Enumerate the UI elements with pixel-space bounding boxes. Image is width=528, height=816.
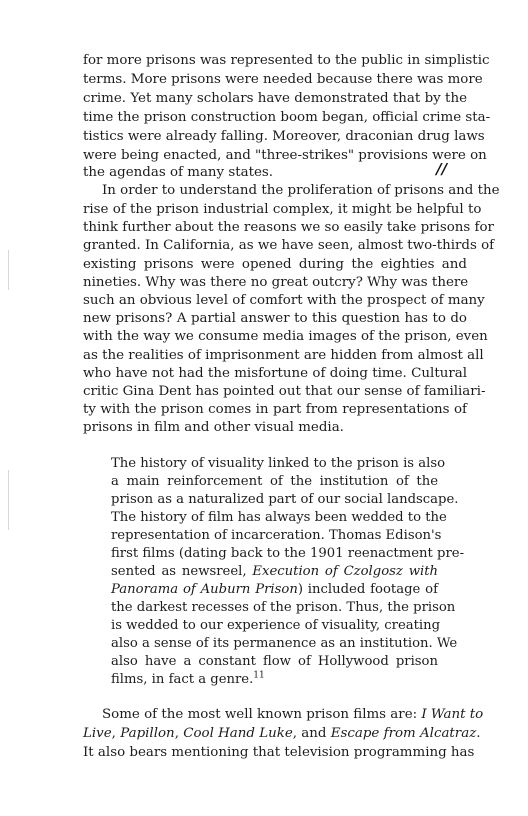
handwritten-margin-mark: // — [436, 160, 447, 178]
block-quote-line: also have a constant flow of Hollywood prison — [111, 654, 438, 669]
page-edge-shadow — [8, 470, 9, 530]
film-title: Panorama of Auburn Prison — [111, 582, 298, 597]
block-quote-line: The history of visuality linked to the prison is also — [111, 456, 446, 471]
paragraph-1-line: for more prisons was represented to the public in simplistic — [83, 53, 490, 68]
block-quote-line: a main reinforcement of the institution of the — [111, 474, 438, 489]
block-quote-line: representation of incarceration. Thomas Edison's — [111, 528, 442, 543]
paragraph-2-line: existing prisons were opened during the eighties and — [83, 257, 467, 272]
paragraph-3-line: Some of the most well known prison films are: I Want to — [102, 707, 484, 722]
film-title: Execution of Czolgosz with — [252, 564, 438, 579]
paragraph-2-line: nineties. Why was there no great outcry? Why was there — [83, 275, 469, 290]
block-quote-line: also a sense of its permanence as an institution. We — [111, 636, 458, 651]
paragraph-2-line: rise of the prison industrial complex, it might be helpful to — [83, 202, 482, 217]
block-quote-line: the darkest recesses of the prison. Thus, the prison — [111, 600, 456, 615]
paragraph-2-line: ty with the prison comes in part from representations of — [83, 402, 467, 417]
paragraph-3-line: Live, Papillon, Cool Hand Luke, and Escape from Alcatraz. — [83, 726, 481, 741]
footnote-reference: 11 — [253, 670, 265, 681]
block-quote-text: films, in fact a genre. — [111, 672, 254, 687]
paragraph-1-line: terms. More prisons were needed because there was more — [83, 72, 483, 87]
paragraph-1-line: tistics were already falling. Moreover, draconian drug laws — [83, 129, 485, 144]
paragraph-2-line: critic Gina Dent has pointed out that our sense of familiari- — [83, 384, 486, 399]
block-quote-line: The history of film has always been wedded to the — [111, 510, 447, 525]
paragraph-2-line: In order to understand the proliferation of prisons and the — [102, 183, 500, 198]
paragraph-2-line: think further about the reasons we so easily take prisons for — [83, 220, 494, 235]
block-quote-line: prison as a naturalized part of our social landscape. — [111, 492, 459, 507]
paragraph-1-line: were being enacted, and "three-strikes" provisions were on — [83, 148, 487, 163]
paragraph-2-line: with the way we consume media images of the prison, even — [83, 329, 488, 344]
block-quote-line: Panorama of Auburn Prison) included footage of — [111, 582, 438, 597]
block-quote-line: sented as newsreel, Execution of Czolgosz with — [111, 564, 438, 579]
paragraph-1-line: time the prison construction boom began, official crime sta- — [83, 110, 491, 125]
paragraph-2-line: such an obvious level of comfort with the prospect of many — [83, 293, 485, 308]
paragraph-2-line: new prisons? A partial answer to this question has to do — [83, 311, 467, 326]
paragraph-2-line: as the realities of imprisonment are hidden from almost all — [83, 348, 484, 363]
paragraph-2-line: granted. In California, as we have seen, almost two-thirds of — [83, 238, 495, 253]
page-edge-shadow — [8, 250, 9, 290]
block-quote-line: first films (dating back to the 1901 reenactment pre- — [111, 546, 465, 561]
paragraph-2-line: who have not had the misfortune of doing time. Cultural — [83, 366, 467, 381]
paragraph-1-line: the agendas of many states. — [83, 165, 274, 180]
block-quote-line — [111, 671, 438, 689]
block-quote-line: is wedded to our experience of visuality, creating — [111, 618, 441, 633]
paragraph-3-line: It also bears mentioning that television programming has — [83, 745, 475, 760]
paragraph-1-line: crime. Yet many scholars have demonstrated that by the — [83, 91, 467, 106]
paragraph-2-line: prisons in film and other visual media. — [83, 420, 344, 435]
